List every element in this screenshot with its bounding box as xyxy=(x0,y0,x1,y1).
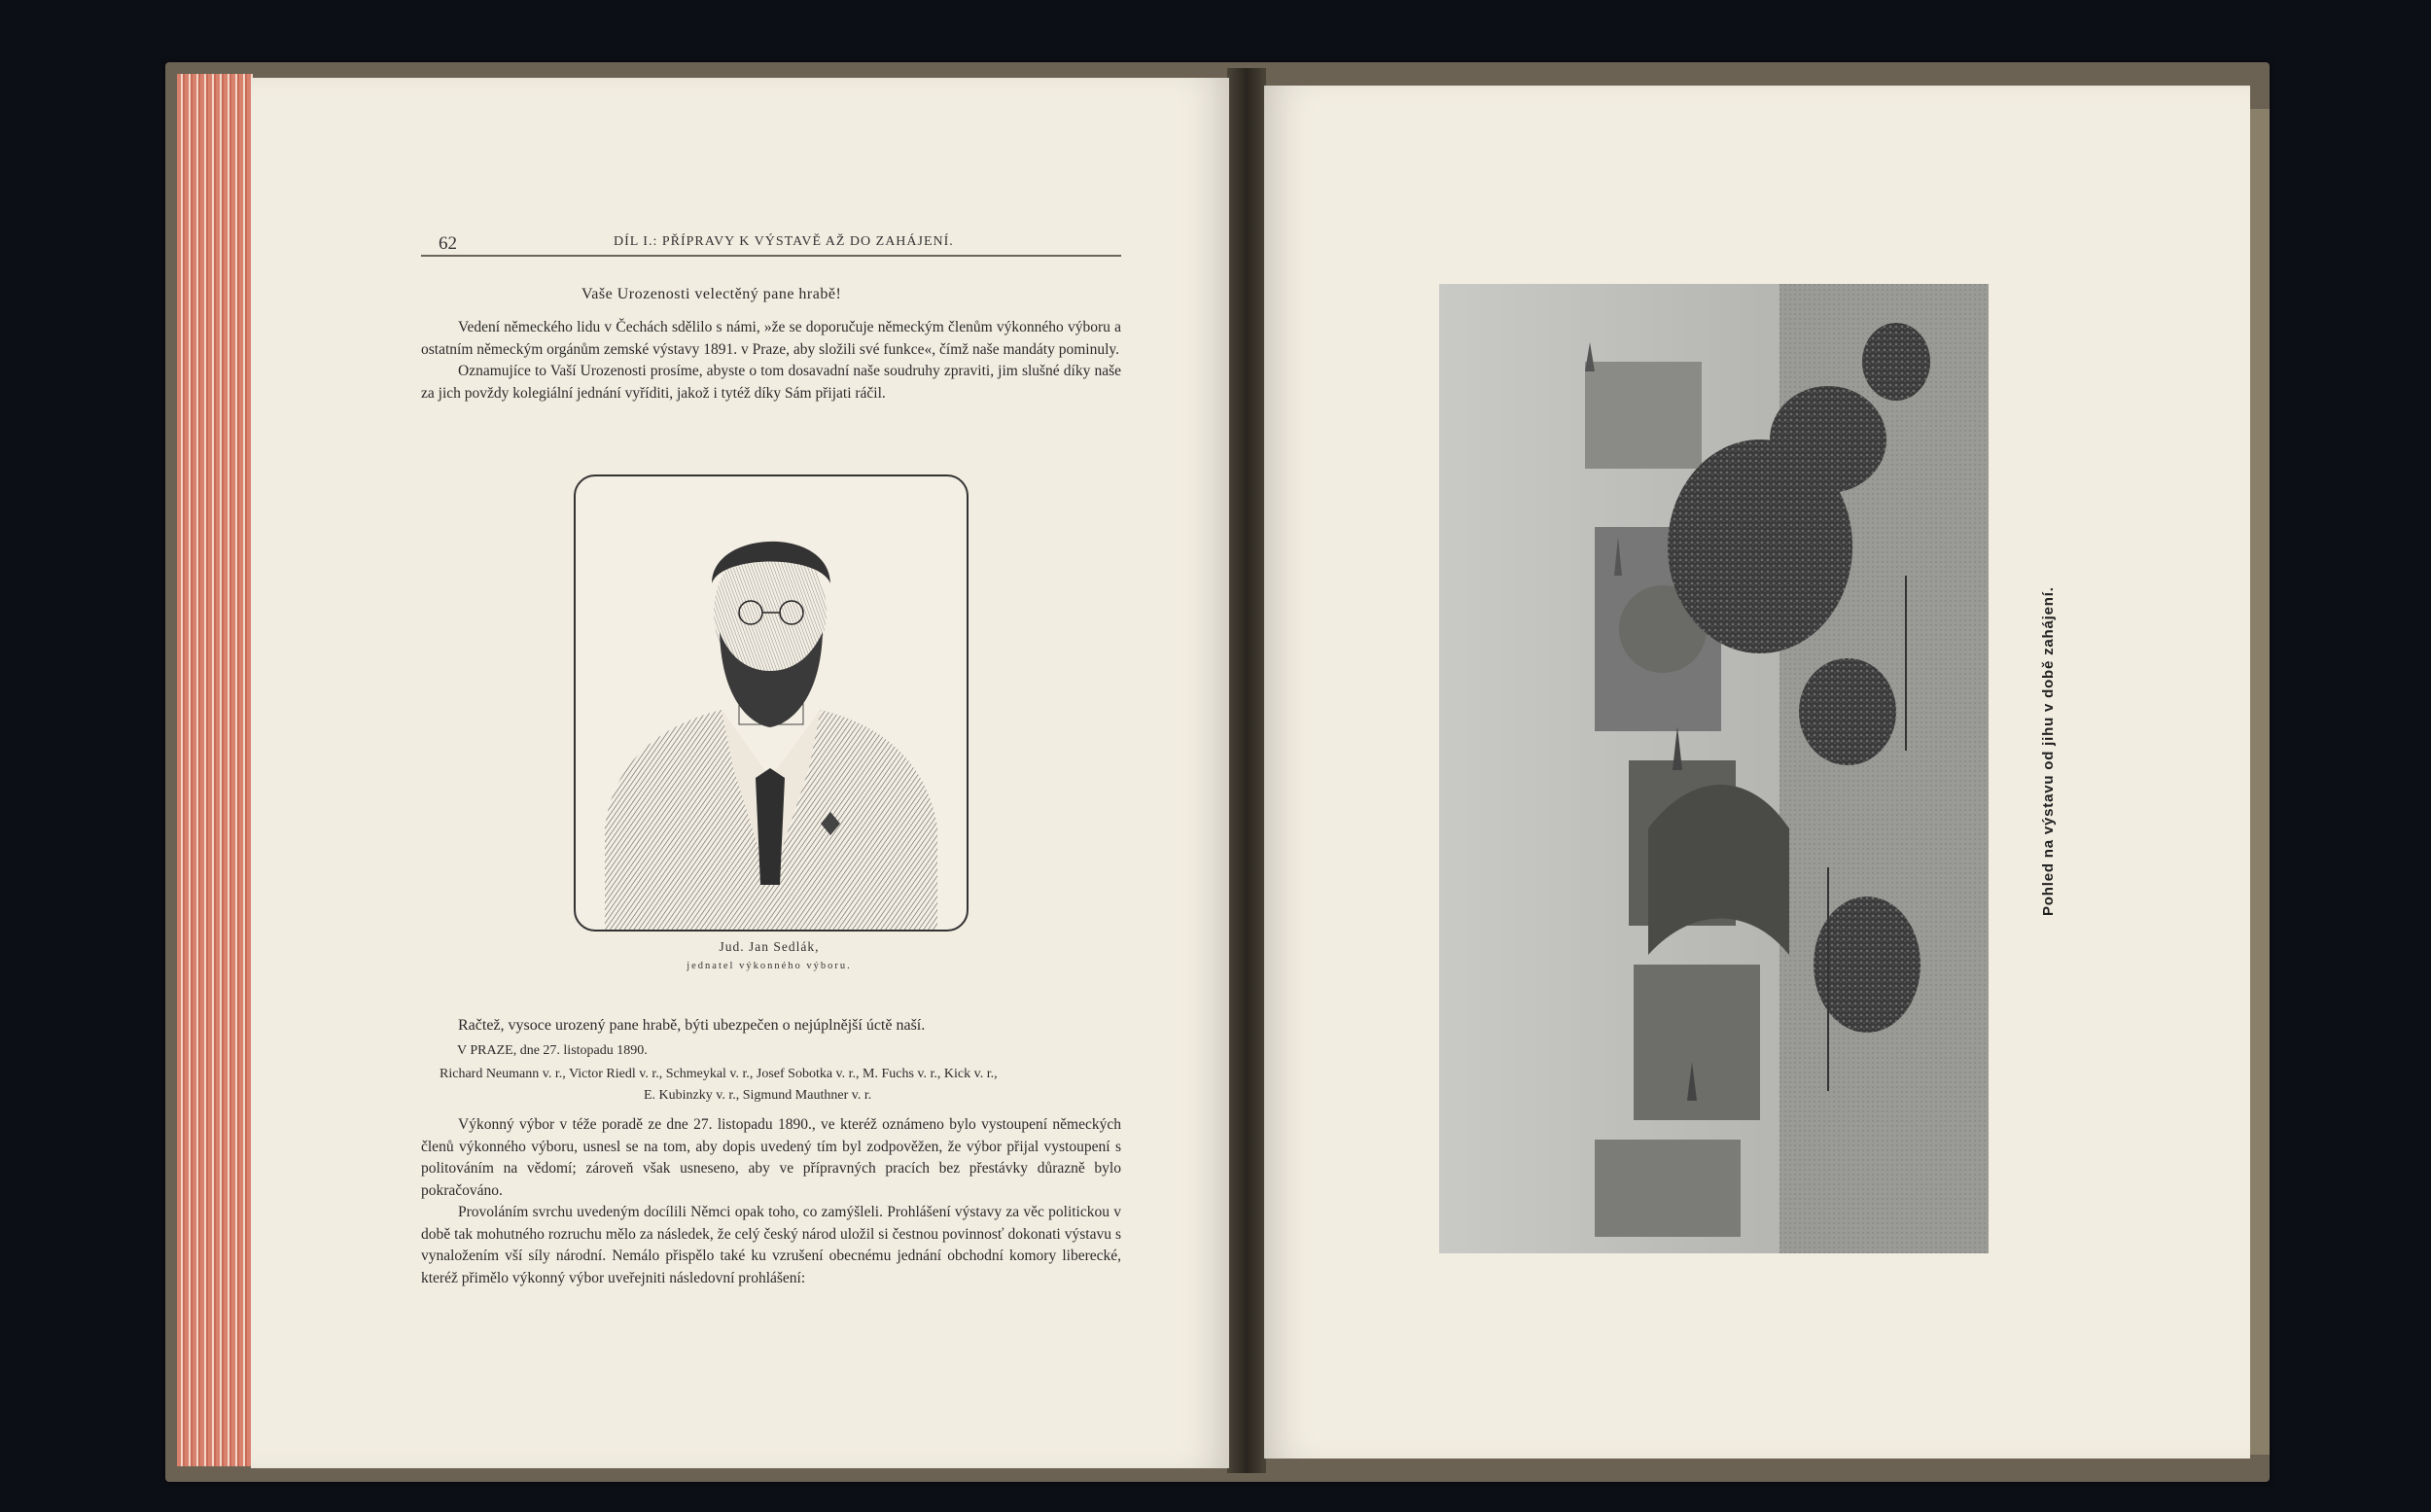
paragraph-2: Oznamujíce to Vaší Urozenosti prosíme, abyste o tom dosavadní naše soudruhy zpraviti, jim slušné díky naše za jich povždy kolegiální jednání vyříditi, jakož i tytéž díky Sám přijati ráčil. xyxy=(421,363,1121,402)
right-page-edge xyxy=(2248,109,2270,1455)
closing-line xyxy=(421,1015,1121,1037)
date-line: V PRAZE, dne 27. listopadu 1890. xyxy=(457,1043,648,1058)
left-page-edges xyxy=(177,74,253,1466)
portrait-caption-name: Jud. Jan Sedlák, xyxy=(719,939,820,954)
paragraph-3: Výkonný výbor v téže poradě ze dne 27. listopadu 1890., ve kteréž oznámeno bylo vystoupení německých členů výkonného výboru, usnesl se na tom, aby dopis uvedený tím byl zodpověžen, že výbor přijal vystoupení s politováním na vědomí; zároveň však usneseno, aby ve přípravných pracích bez přestávky důrazně bylo pokračováno. xyxy=(421,1116,1121,1199)
paragraph-4: Provoláním svrchu uvedeným docílili Němci opak toho, co zamýšleli. Prohlášení výstavy za věc politickou v době tak mohutného rozruchu mělo za následek, že celý český národ uložil si čestnou povinnosť dokonati výstavu s vynaložením vší síly národní. Nemálo přispělo také ku vzrušení obecnému jednání obchodní komory liberecké, kteréž přimělo výkonný výbor uveřejniti následovní prohlášení: xyxy=(421,1204,1121,1286)
portrait-image xyxy=(576,476,967,930)
exhibition-photo-image xyxy=(1439,284,1989,1253)
running-header xyxy=(421,231,1121,257)
signatures-line-2: E. Kubinzky v. r., Sigmund Mauthner v. r. xyxy=(644,1088,872,1103)
portrait-caption-role: jednatel výkonného výboru. xyxy=(687,961,852,971)
closing-body xyxy=(421,1114,1121,1289)
portrait-engraving xyxy=(574,475,969,932)
plate-caption-text: Pohled na výstavu od jihu v době zahájení. xyxy=(2040,586,2057,916)
closing-text: Račtež, vysoce urozený pane hrabě, býti ubezpečen o nejúplnější úctě naší. xyxy=(458,1017,926,1034)
running-head-title: DÍL I.: PŘÍPRAVY K VÝSTAVĚ AŽ DO ZAHÁJENÍ. xyxy=(614,234,954,249)
paragraph-1: Vedení německého lidu v Čechách sdělilo s námi, »že se doporučuje německým členům výkonného výboru a ostatním německým orgánům zemské výstavy 1891. v Praze, aby složili své funkce«, čímž naše mandáty pominuly. xyxy=(421,319,1121,358)
letter-body xyxy=(421,317,1121,404)
exhibition-photograph xyxy=(1439,284,1989,1253)
signatures-line-1: Richard Neumann v. r., Victor Riedl v. r., Schmeykal v. r., Josef Sobotka v. r., M. Fuchs v. r., Kick v. r., xyxy=(440,1067,998,1081)
page-number: 62 xyxy=(439,233,457,254)
salutation: Vaše Urozenosti velectěný pane hrabě! xyxy=(581,286,842,302)
book-gutter xyxy=(1227,68,1266,1473)
